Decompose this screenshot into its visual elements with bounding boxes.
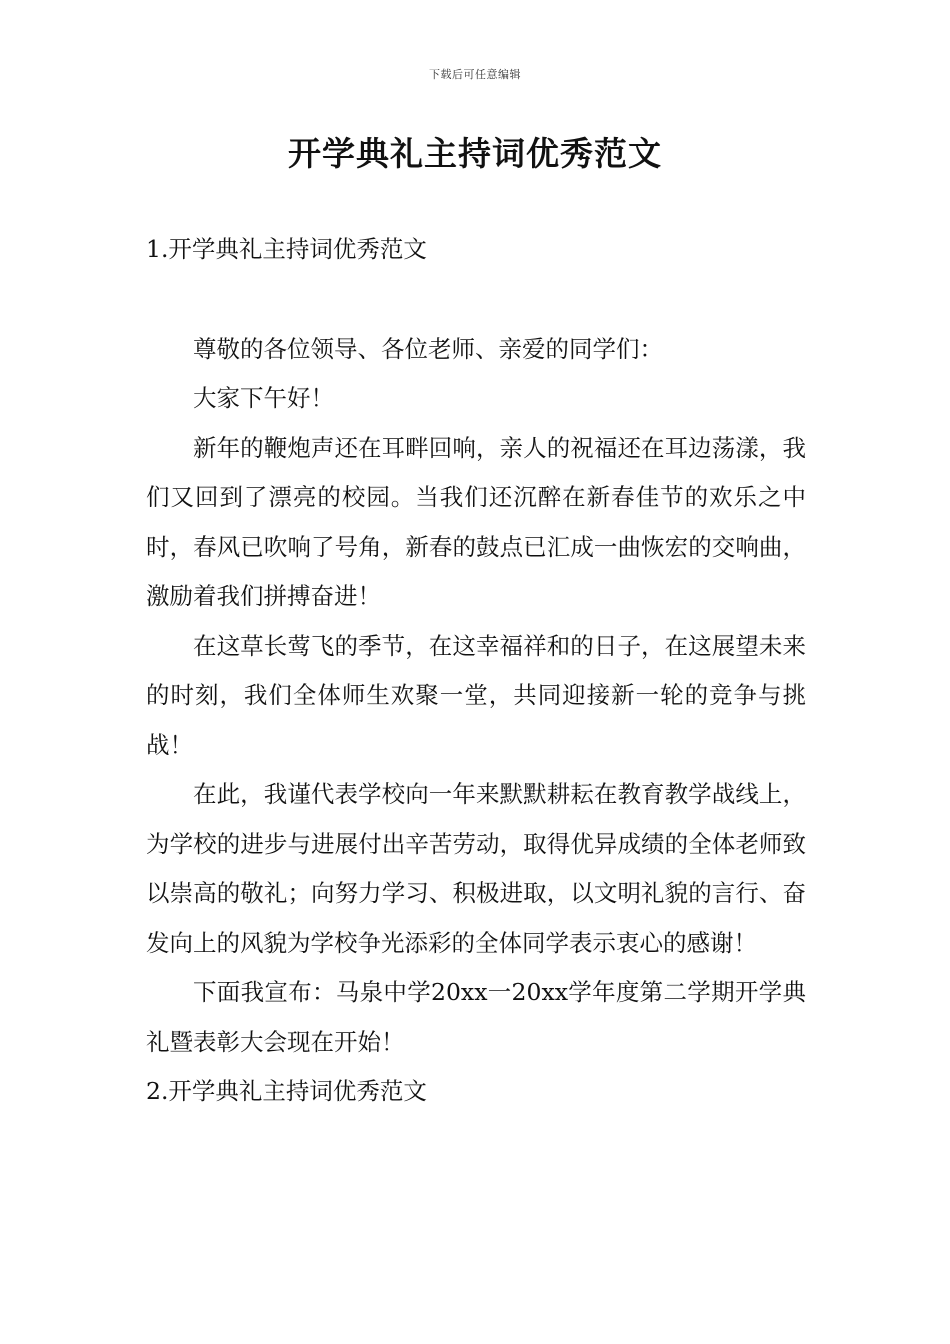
paragraph-announcement: 下面我宣布：马泉中学20xx一20xx学年度第二学期开学典礼暨表彰大会现在开始！ [146,978,806,1056]
paragraph-season: 在这草长莺飞的季节，在这幸福祥和的日子，在这展望未来的时刻，我们全体师生欢聚一堂，共同迎接新一轮的竞争与挑战！ [146,631,806,759]
paragraph-thanks: 在此，我谨代表学校向一年来默默耕耘在教育教学战线上，为学校的进步与进展付出辛苦劳动，取得优异成绩的全体老师致以崇高的敬礼；向努力学习、积极进取，以文明礼貌的言行、奋发向上的风貌为学校争光添彩的全体同学表示衷心的感谢！ [146,780,806,957]
paragraph-salutation: 尊敬的各位领导、各位老师、亲爱的同学们： [193,334,663,363]
document-title: 开学典礼主持词优秀范文 [288,134,662,173]
paragraph-new-year: 新年的鞭炮声还在耳畔回响，亲人的祝福还在耳边荡漾，我们又回到了漂亮的校园。当我们还沉醉在新春佳节的欢乐之中时，春风已吹响了号角，新春的鼓点已汇成一曲恢宏的交响曲，激励着我们拼搏奋进！ [146,433,806,610]
document-body [146,225,806,1117]
header-note: 下载后可任意编辑 [429,68,521,81]
section-heading-1: 1.开学典礼主持词优秀范文 [146,235,427,263]
paragraph-greeting: 大家下午好！ [193,384,334,412]
section-heading-2: 2.开学典礼主持词优秀范文 [146,1077,427,1105]
